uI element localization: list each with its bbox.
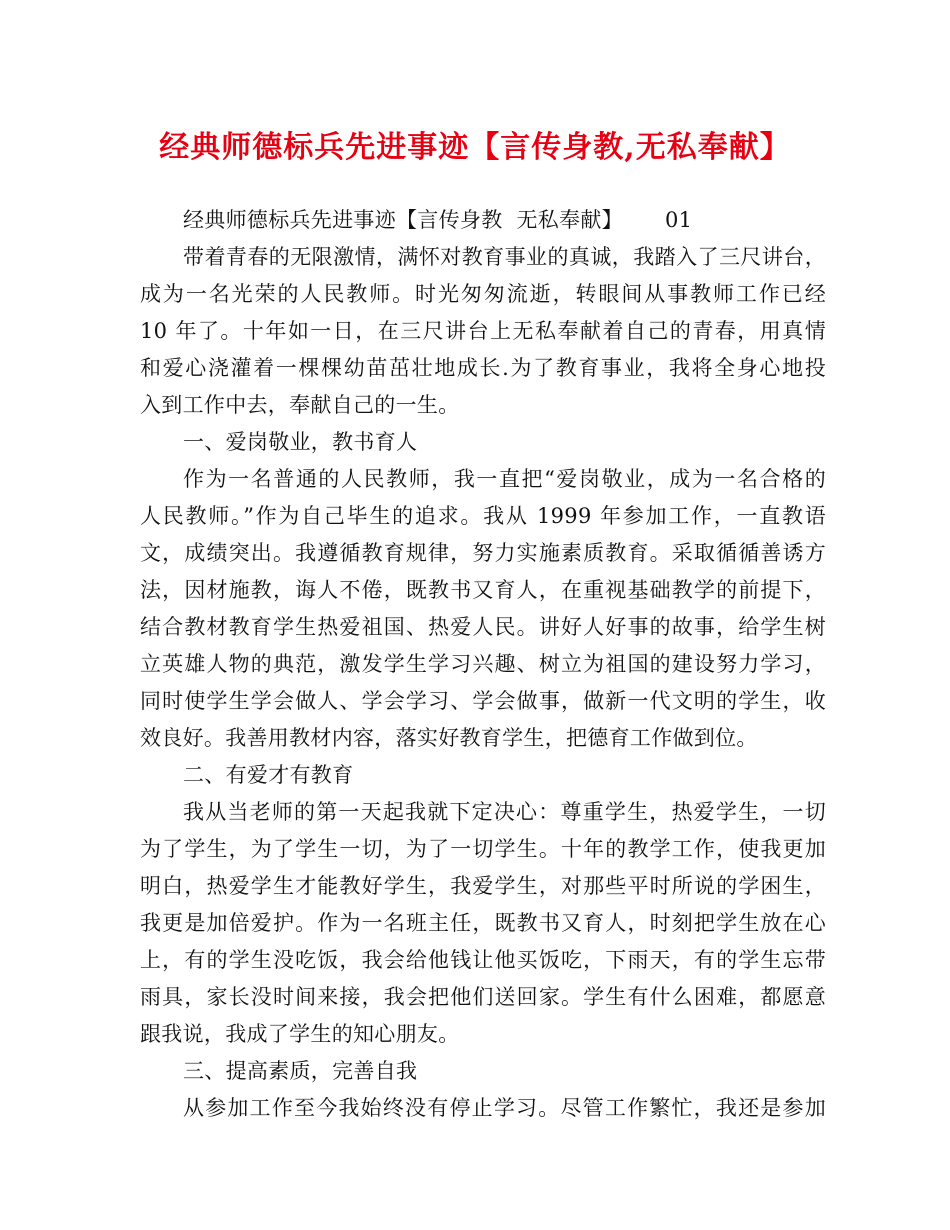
- paragraph-line: 入到工作中去，奉献自己的一生。: [140, 393, 460, 417]
- paragraph-line: 明白，热爱学生才能教好学生，我爱学生，对那些平时所说的学困生，: [140, 874, 826, 898]
- document-body: [140, 202, 826, 1127]
- paragraph-line: 立英雄人物的典范，激发学生学习兴趣、树立为祖国的建设努力学习，: [140, 652, 826, 676]
- paragraph-line: 同时使学生学会做人、学会学习、学会做事，做新一代文明的学生，收: [140, 689, 826, 713]
- subtitle-text: 经典师德标兵先进事迹【言传身教 无私奉献】: [183, 208, 623, 232]
- paragraph-line: 文，成绩突出。我遵循教育规律，努力实施素质教育。采取循循善诱方: [140, 541, 826, 565]
- paragraph-line: 我更是加倍爱护。作为一名班主任，既教书又育人，时刻把学生放在心: [140, 911, 826, 935]
- paragraph-line: 为了学生，为了学生一切，为了一切学生。十年的教学工作，使我更加: [140, 837, 826, 861]
- paragraph-line: 结合教材教育学生热爱祖国、热爱人民。讲好人好事的故事，给学生树: [140, 615, 826, 639]
- section-heading: 二、有爱才有教育: [183, 763, 354, 787]
- document-title: 经典师德标兵先进事迹【言传身教,无私奉献】: [159, 130, 791, 165]
- subtitle-number: 01: [664, 208, 693, 232]
- paragraph-line: 10 年了。十年如一日，在三尺讲台上无私奉献着自己的青春，用真情: [140, 319, 826, 343]
- paragraph-line: 效良好。我善用教材内容，落实好教育学生，把德育工作做到位。: [140, 726, 758, 750]
- paragraph-line: 我从当老师的第一天起我就下定决心：尊重学生，热爱学生，一切: [183, 800, 826, 824]
- paragraph-line: 作为一名普通的人民教师，我一直把“爱岗敬业，成为一名合格的: [183, 467, 826, 491]
- subtitle-line: [140, 202, 826, 239]
- paragraph-line: 成为一名光荣的人民教师。时光匆匆流逝，转眼间从事教师工作已经: [140, 282, 826, 306]
- paragraph-line: 从参加工作至今我始终没有停止学习。尽管工作繁忙，我还是参加: [183, 1096, 826, 1120]
- section-heading: 一、爱岗敬业，教书育人: [183, 430, 418, 454]
- paragraph-line: 雨具，家长没时间来接，我会把他们送回家。学生有什么困难，都愿意: [140, 985, 826, 1009]
- paragraph-line: 法，因材施教，诲人不倦，既教书又育人，在重视基础教学的前提下，: [140, 578, 826, 602]
- paragraph-line: 和爱心浇灌着一棵棵幼苗茁壮地成长.为了教育事业，我将全身心地投: [140, 356, 826, 380]
- paragraph-line: 跟我说，我成了学生的知心朋友。: [140, 1022, 460, 1046]
- section-heading: 三、提高素质，完善自我: [183, 1059, 418, 1083]
- paragraph-line: 带着青春的无限激情，满怀对教育事业的真诚，我踏入了三尺讲台，: [183, 245, 826, 269]
- paragraph-line: 人民教师。”作为自己毕生的追求。我从 1999 年参加工作，一直教语: [140, 504, 826, 528]
- paragraph-line: 上，有的学生没吃饭，我会给他钱让他买饭吃，下雨天，有的学生忘带: [140, 948, 826, 972]
